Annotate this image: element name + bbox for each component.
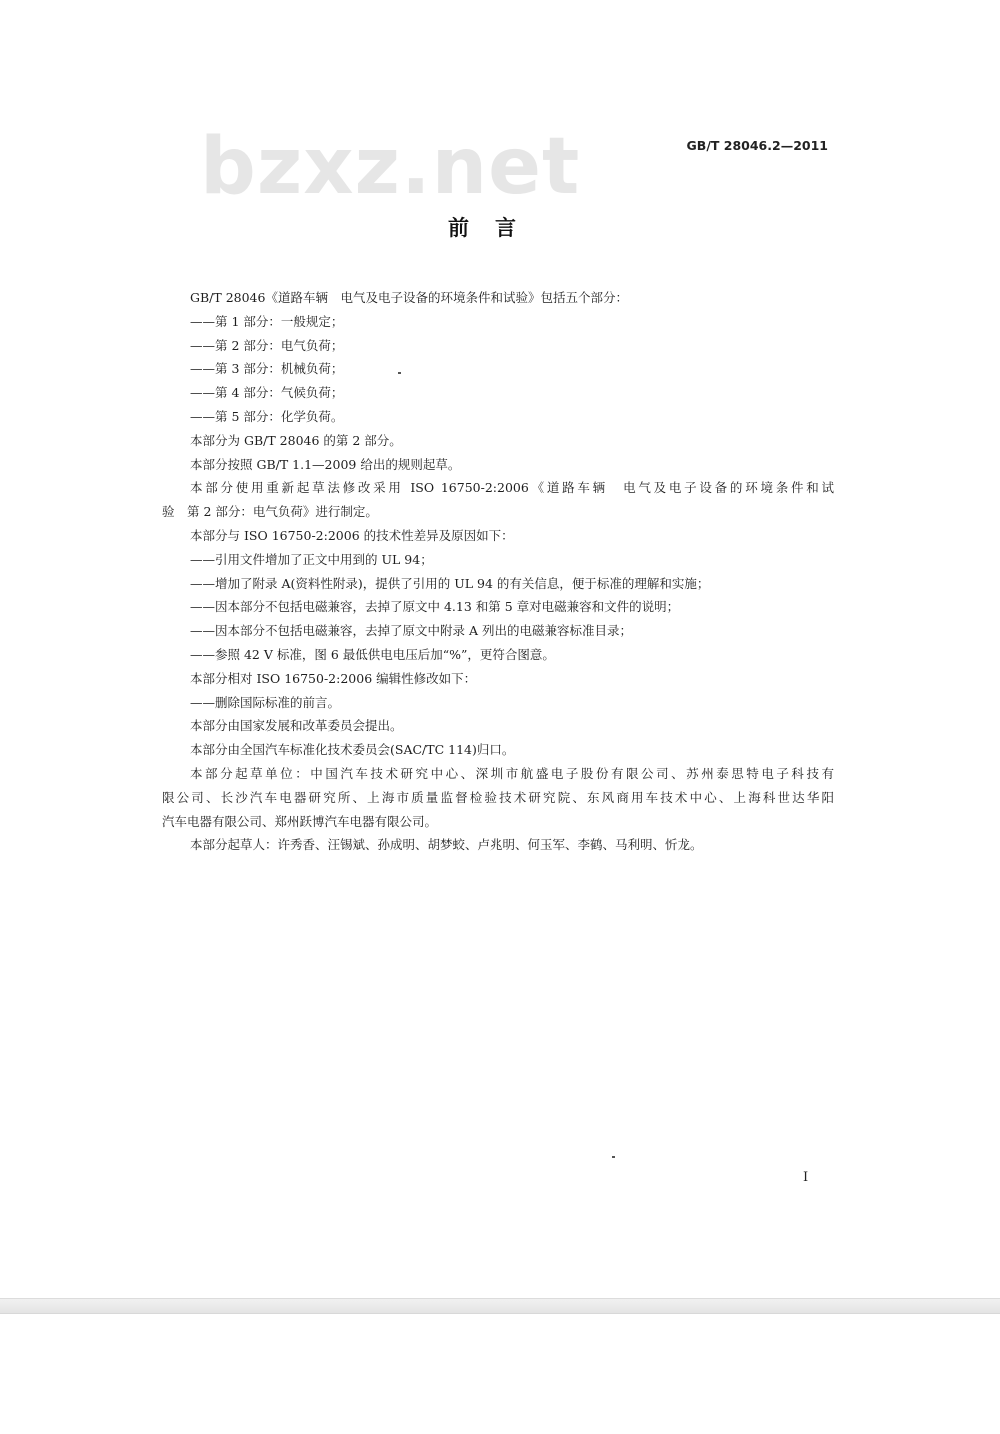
list-item-difference-3: ——因本部分不包括电磁兼容，去掉了原文中 4.13 和第 5 章对电磁兼容和文件的说明； [190, 599, 680, 615]
paragraph-drafting-rules: 本部分按照 GB/T 1.1—2009 给出的规则起草。 [190, 456, 461, 472]
scan-speck [612, 1156, 615, 1158]
list-item-part-2: ——第 2 部分：电气负荷； [190, 337, 344, 353]
list-item-difference-4: ——因本部分不包括电磁兼容，去掉了原文中附录 A 列出的电磁兼容标准目录； [190, 623, 632, 639]
standard-code: GB/T 28046.2—2011 [686, 138, 828, 153]
list-item-part-1: ——第 1 部分：一般规定； [190, 313, 344, 329]
paragraph-editorial-changes: 本部分相对 ISO 16750-2:2006 编辑性修改如下： [190, 670, 477, 686]
paragraph-managed-by: 本部分由全国汽车标准化技术委员会(SAC/TC 114)归口。 [190, 742, 515, 758]
next-page-area [0, 1314, 1000, 1434]
paragraph-drafting-units-line-2: 限公司、长沙汽车电器研究所、上海市质量监督检验技术研究院、东风商用车技术中心、上海科世达华阳 [162, 789, 834, 805]
scan-speck [398, 372, 401, 374]
paragraph-scope: GB/T 28046《道路车辆 电气及电子设备的环境条件和试验》包括五个部分： [190, 290, 628, 305]
list-item-editorial-1: ——删除国际标准的前言。 [190, 694, 341, 710]
paragraph-part-number: 本部分为 GB/T 28046 的第 2 部分。 [190, 432, 402, 448]
list-item-part-4: ——第 4 部分：气候负荷； [190, 385, 344, 401]
list-item-part-5: ——第 5 部分：化学负荷。 [190, 408, 344, 424]
foreword-body [162, 286, 834, 857]
page-separator [0, 1298, 1000, 1314]
page-number: I [803, 1170, 809, 1185]
paragraph-drafters: 本部分起草人：许秀香、汪锡斌、孙成明、胡梦蛟、卢兆明、何玉军、李鹤、马利明、忻龙。 [190, 837, 703, 853]
list-item-difference-2: ——增加了附录 A(资料性附录)，提供了引用的 UL 94 的有关信息，便于标准的理解和实施； [190, 575, 710, 591]
paragraph-drafting-units-line-3: 汽车电器有限公司、郑州跃博汽车电器有限公司。 [162, 813, 438, 829]
list-item-difference-1: ——引用文件增加了正文中用到的 UL 94； [190, 551, 433, 567]
watermark: bzxz.net [200, 122, 581, 212]
page-title: 前言 [448, 216, 542, 240]
paragraph-technical-differences: 本部分与 ISO 16750-2:2006 的技术性差异及原因如下： [190, 527, 514, 543]
paragraph-adoption-line-1: 本部分使用重新起草法修改采用 ISO 16750-2:2006《道路车辆 电气及电子设备的环境条件和试 [190, 480, 834, 496]
paragraph-proposed-by: 本部分由国家发展和改革委员会提出。 [190, 718, 403, 734]
list-item-difference-5: ——参照 42 V 标准，图 6 最低供电电压后加“%”，更符合图意。 [190, 646, 555, 662]
paragraph-drafting-units-line-1: 本部分起草单位：中国汽车技术研究中心、深圳市航盛电子股份有限公司、苏州泰思特电子科技有 [190, 765, 834, 781]
list-item-part-3: ——第 3 部分：机械负荷； [190, 361, 344, 377]
paragraph-adoption-line-2: 验 第 2 部分：电气负荷》进行制定。 [162, 504, 378, 520]
